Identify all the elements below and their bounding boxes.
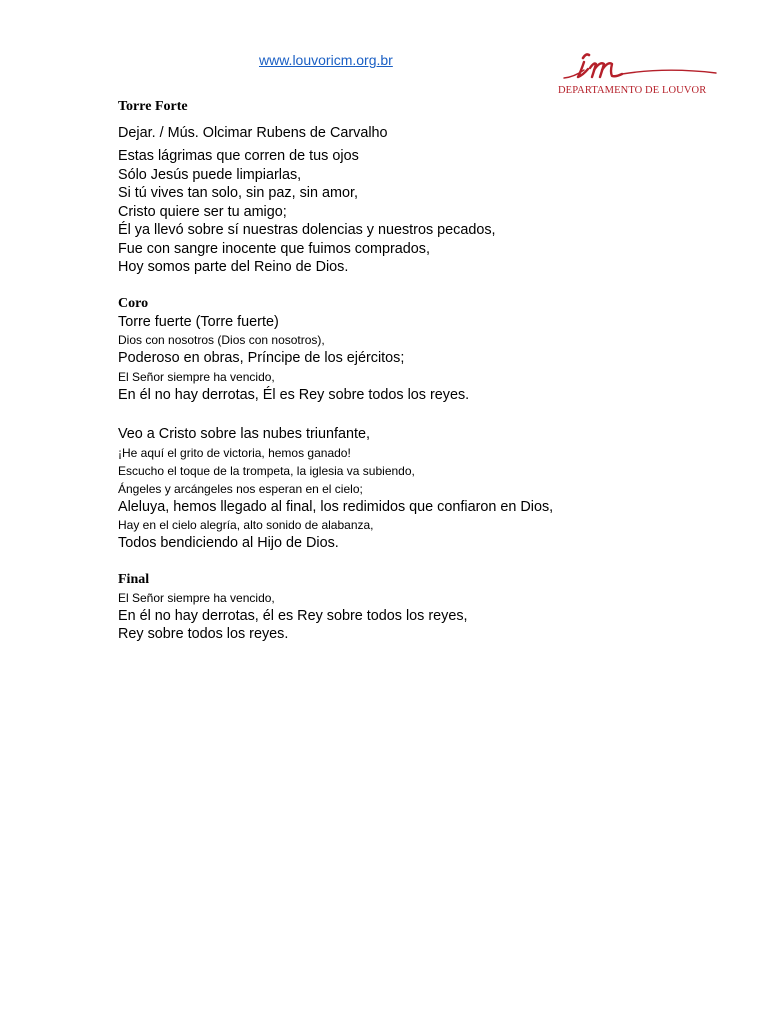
lyric-line: El Señor siempre ha vencido,	[118, 590, 275, 605]
lyric-line: Cristo quiere ser tu amigo;	[118, 203, 287, 220]
final-heading: Final	[118, 571, 150, 587]
lyric-line: ¡He aquí el grito de victoria, hemos ganado!	[118, 445, 351, 460]
verse-2	[118, 425, 718, 553]
lyric-line: Rey sobre todos los reyes.	[118, 626, 289, 642]
lyric-line: Veo a Cristo sobre las nubes triunfante,	[118, 426, 370, 442]
final	[118, 570, 718, 644]
lyric-line: En él no hay derrotas, él es Rey sobre todos los reyes,	[118, 607, 468, 624]
logo-caption: DEPARTAMENTO DE LOUVOR	[558, 85, 707, 96]
lyric-line: Poderoso en obras, Príncipe de los ejércitos;	[118, 350, 405, 366]
lyric-line: Escucho el toque de la trompeta, la iglesia va subiendo,	[118, 463, 415, 478]
lyric-line: Estas lágrimas que corren de tus ojos	[118, 148, 359, 164]
lyric-line: Aleluya, hemos llegado al final, los redimidos que confiaron en Dios,	[118, 498, 554, 515]
lyric-line: Dios con nosotros (Dios con nosotros),	[118, 333, 325, 347]
lyric-line: Si tú vives tan solo, sin paz, sin amor,	[118, 185, 358, 201]
chorus-heading: Coro	[118, 295, 149, 311]
lyric-line: Él ya llevó sobre sí nuestras dolencias y nuestros pecados,	[118, 222, 496, 238]
website-link[interactable]: www.louvoricm.org.br	[259, 52, 393, 68]
lyric-line: Ángeles y arcángeles nos esperan en el cielo;	[118, 481, 363, 496]
lyric-line: Sólo Jesús puede limpiarlas,	[118, 166, 302, 183]
lyric-line: Hoy somos parte del Reino de Dios.	[118, 259, 349, 275]
lyric-line: Fue con sangre inocente que fuimos comprados,	[118, 240, 430, 257]
lyric-line: Todos bendiciendo al Hijo de Dios.	[118, 535, 339, 551]
song-author: Dejar. / Mús. Olcimar Rubens de Carvalho	[118, 125, 388, 141]
verse-1	[118, 147, 718, 277]
lyrics-document	[118, 97, 718, 644]
lyric-line: En él no hay derrotas, Él es Rey sobre todos los reyes.	[118, 386, 470, 403]
lyric-line: Hay en el cielo alegría, alto sonido de alabanza,	[118, 518, 374, 532]
lyric-line: El Señor siempre ha vencido,	[118, 369, 275, 384]
lyric-line: Torre fuerte (Torre fuerte)	[118, 313, 279, 330]
chorus	[118, 294, 718, 405]
song-title: Torre Forte	[118, 99, 188, 114]
